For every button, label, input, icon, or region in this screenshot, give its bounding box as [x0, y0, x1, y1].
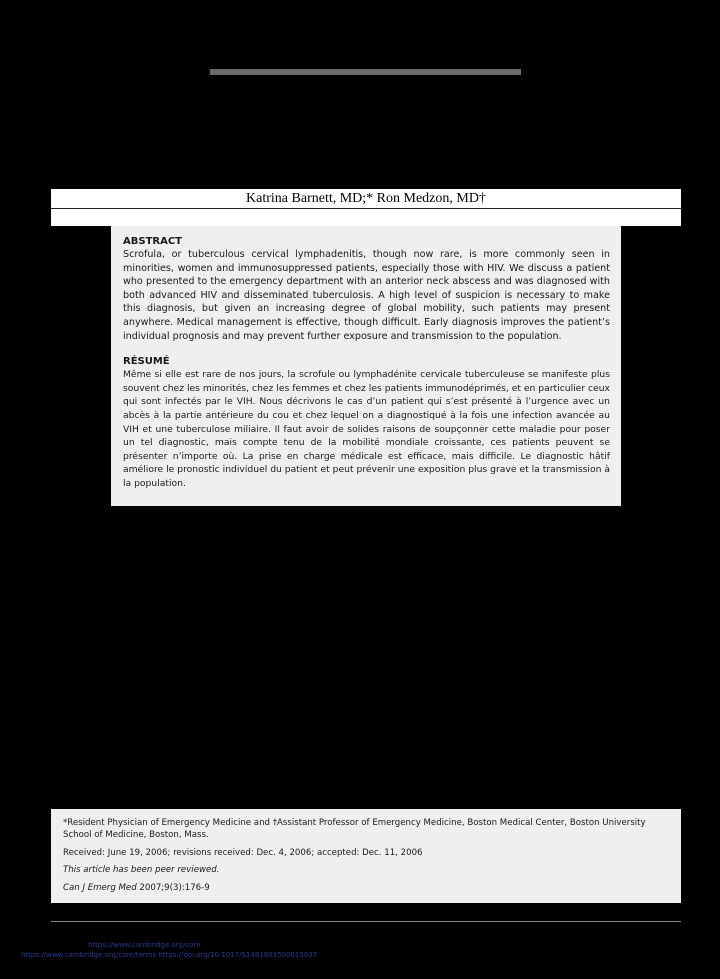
citation-detail: 2007;9(3):176-9 [136, 882, 210, 893]
resume-heading: RÉSUMÉ [123, 356, 170, 368]
affiliations-note: *Resident Physician of Emergency Medicine and †Assistant Professor of Emergency Medicine, Boston Medical Center, Boston University School of Medicine, Boston, Mass. [63, 818, 646, 841]
abstract-panel [111, 226, 621, 506]
terms-doi-link[interactable]: https://www.cambridge.org/core/terms https://doi.org/10.1017/S1481803500015037 [21, 951, 318, 959]
dates-note: Received: June 19, 2006; revisions received: Dec. 4, 2006; accepted: Dec. 11, 2006 [63, 847, 423, 858]
abstract-heading: ABSTRACT [123, 236, 182, 247]
peer-review-note: This article has been peer reviewed. [63, 865, 220, 876]
header-rule [210, 69, 521, 75]
abstract-text: Scrofula, or tuberculous cervical lymphadenitis, though now rare, is more commonly seen in minorities, women and immunosuppressed patients, especially those with HIV. We discuss a patient who presented to the emergency department with an anterior neck abscess and was diagnosed with both advanced HIV and disseminated tuberculosis. A high level of suspicion is necessary to make this diagnosis, but given an increasing degree of global mobility, such patients may present anywhere. Medical management is effective, though difficult. Early diagnosis improves the patient’s individual prognosis and may prevent further exposure and transmission to the population. [123, 249, 610, 342]
cambridge-core-link[interactable]: https://www.cambridge.org/core [88, 941, 201, 949]
footer-rule [51, 921, 681, 922]
author-band [51, 189, 681, 226]
resume-text: Même si elle est rare de nos jours, la scrofule ou lymphadénite cervicale tuberculeuse se manifeste plus souvent chez les minorités, chez les femmes et chez les patients immunodéprimés, et en particulier ceux qui sont infectés par le VIH. Nous décrivons le cas d’un patient qui s’est présenté à l’urgence avec un abcès à la partie antérieure du cou et chez lequel on a diagnostiqué à la fois une infection avancée au VIH et une tuberculose miliaire. Il faut avoir de solides raisons de soupçonner cette maladie pour poser un tel diagnostic, mais compte tenu de la mobilité mondiale croissante, ces patients peuvent se présenter n’importe où. La prise en charge médicale est efficace, mais difficile. Le diagnostic hâtif améliore le pronostic individuel du patient et peut prévenir une exposition plus grave et la transmission à la population. [123, 369, 610, 489]
footnote-panel [51, 809, 681, 903]
author-names: Katrina Barnett, MD;* Ron Medzon, MD† [51, 189, 681, 209]
citation-journal: Can J Emerg Med [63, 882, 137, 893]
citation-note [63, 882, 669, 894]
